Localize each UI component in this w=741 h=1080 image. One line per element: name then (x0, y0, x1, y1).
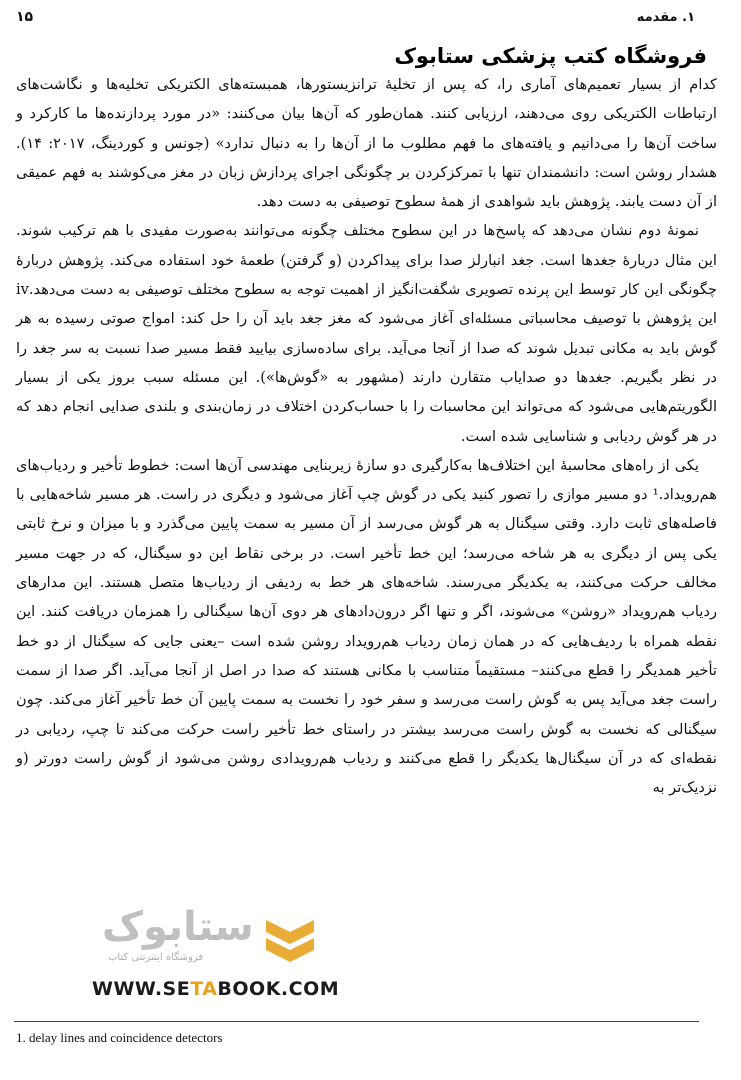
watermark (92, 900, 340, 1006)
running-head: ۱. مقدمه (636, 10, 695, 25)
watermark-url-suffix: BOOK.COM (217, 978, 340, 1000)
book-stack-icon (262, 910, 318, 970)
watermark-url-accent: TA (190, 978, 218, 1000)
store-banner: فروشگاه کتب پزشکی ستابوک (394, 44, 707, 68)
body-text (16, 70, 717, 802)
watermark-logo-text: ستابوک (102, 904, 254, 950)
paragraph-3: یکی از راه‌های محاسبهٔ این اختلاف‌ها به‌کارگیری دو سازهٔ زیربنایی مهندسی آن‌ها است: خطوط تأخیر و ردیاب‌های هم‌رویداد.¹ دو مسیر موازی را تصور کنید یکی در گوش چپ آغاز می‌شود و دیگری در راست. هر مسیر شاخه‌هایی با فاصله‌های ثابت دارد. وقتی سیگنال به هر گوش می‌رسد از آن مسیر به سمت پایین می‌گذرد و با میزان و نرخ ثابتی یکی پس از دیگری به هر شاخه می‌رسد؛ این خط تأخیر است. در برخی نقاط این دو سیگنال، که در جهت مسیر مخالف حرکت می‌کنند، به یکدیگر می‌رسند. شاخه‌های هر خط به ردیفی از ردیاب‌ها متصل هستند. این مدارهای ردیاب هم‌رویداد «روشن» می‌شوند، اگر و تنها اگر درون‌دادهای هر دوی آن‌ها سیگنالی را همزمان دریافت کنند. این نقطه همراه با ردیف‌هایی که در همان زمان ردیاب هم‌رویداد روشن شده است –یعنی جایی که سیگنال از دو خط تأخیر همدیگر را قطع می‌کنند– مستقیماً متناسب با مکانی هستند که صدا در اصل از آنجا می‌آید. اگر صدا از سمت راست جغد می‌آید پس به گوش راست می‌رسد و سفر خود را نخست به سمت پایین آن خط تأخیر آغاز می‌کند. چون سیگنالی که نخست به گوش راست می‌رسد بیشتر در راستای خط تأخیر راست حرکت می‌کند تا چپ، ردیابی در نقطه‌ای که در آن سیگنال‌ها یکدیگر را قطع می‌کنند و ردیاب هم‌رویدادی روشن می‌شود از گوش راست دورتر (و نزدیک‌تر به (16, 456, 717, 797)
page-number: ۱۵ (16, 9, 34, 25)
footnote: 1. delay lines and coincidence detectors (16, 1030, 223, 1045)
watermark-tagline: فروشگاه اینترنتی کتاب (108, 952, 204, 963)
watermark-url (92, 978, 339, 1000)
footnote-divider (14, 1021, 699, 1022)
paragraph-2: نمونهٔ دوم نشان می‌دهد که پاسخ‌ها در این سطوح مختلف چگونه می‌توانند به‌صورت مفیدی با هم ترکیب شوند. این مثال دربارهٔ جغدها است. جغد انبارلز صدا برای پیداکردن (و گرفتن) طعمهٔ خود استفاده می‌کند. پژوهش دربارهٔ چگونگی این کار توسط این پرنده تصویری شگفت‌انگیز از اهمیت توجه به سطوح مختلف توصیفی به دست می‌دهد.iv این پژوهش با توصیف محاسباتی مسئله‌ای آغاز می‌شود که مغز جغد باید آن را حل کند: امواج صوتی رسیده به هر گوش باید به مکانی تبدیل شوند که صدا از آنجا می‌آید. برای ساده‌سازی بیایید فقط مسیر صدا نسبت به سر جغد را در نظر بگیریم. جغدها دو صدایاب متقارن دارند (مشهور به «گوش‌ها»). این مسئله سبب بروز یکی از بسیار الگوریتم‌هایی می‌شود که می‌تواند این محاسبات را با حساب‌کردن اختلاف در زمان‌بندی و بلندی صدایی انجام دهد که در هر گوش ردیابی و شناسایی شده است. (16, 222, 717, 445)
watermark-url-prefix: WWW.SE (92, 978, 191, 1000)
paragraph-1: کدام از بسیار تعمیم‌های آماری را، که پس از تخلیهٔ ترانزیستورها، همبسته‌های الکتریکی تخلیه‌ها و نگاشت‌های ارتباطات الکتریکی روی می‌دهند، ارزیابی کنند. همان‌طور که آن‌ها بیان می‌کنند: «در مورد پردازنده‌ها ما کارکرد و ساخت آن‌ها را می‌دانیم و یافته‌های ما فهم مطلوب ما از آن‌ها را به دنبال ندارد» (جونس و کوردینگ، ۲۰۱۷: ۱۴). هشدار روشن است: دانشمندان تنها با تمرکزکردن بر چگونگی اجرای پردازش زبان در مغز می‌کوشند به فهم عمیقی از آن دست یابند. پژوهش باید شواهدی از همهٔ سطوح توصیفی به دست دهد. (16, 76, 717, 211)
